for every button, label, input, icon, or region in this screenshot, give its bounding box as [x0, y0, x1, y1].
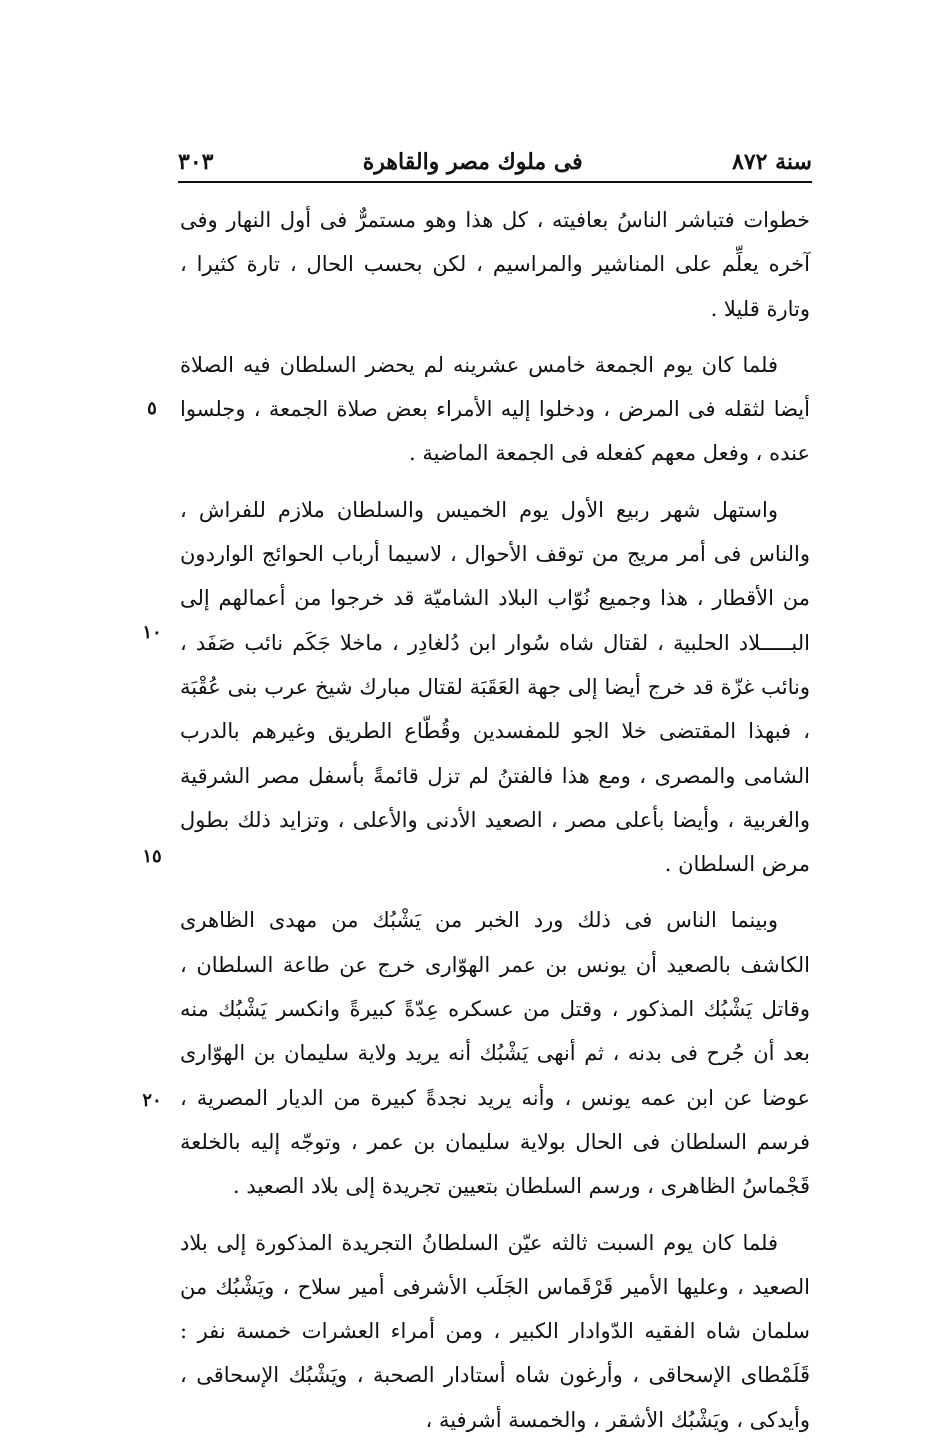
line-number-20: ٢٠	[142, 1090, 162, 1111]
header-title: فى ملوك مصر والقاهرة	[362, 149, 583, 175]
paragraph-5: فلما كان يوم السبت ثالثه عيّن السلطانُ التجريدة المذكورة إلى بلاد الصعيد ، وعليها الأمير قَرْقَماس الجَلَب الأشرفى أمير سلاح ، ويَشْبُك من سلمان شاه الفقيه الدّوادار الكبير ، ومن أمراء العشرات خمسة نفر : قَلَمْطاى الإسحاقى ، وأرغون شاه أستادار الصحبة ، ويَشْبُك الإسحاقى ، وأيدكى ، ويَشْبُك الأشقر ، والخمسة أشرفية ،	[180, 1230, 810, 1432]
paragraph-2: فلما كان يوم الجمعة خامس عشرينه لم يحضر السلطان فيه الصلاة أيضا لثقله فى المرض ، ودخلوا إليه الأمراء بعض صلاة الجمعة ، وجلسوا عنده ، وفعل معهم كفعله فى الجمعة الماضية .	[180, 352, 810, 466]
paragraph-1: خطوات فتباشر الناسُ بعافيته ، كل هذا وهو مستمرٌّ فى أول النهار وفى آخره يعلِّم على المناشير والمراسيم ، لكن بحسب الحال ، تارة كثيرا ، وتارة قليلا .	[180, 208, 810, 321]
header-year: سنة ٨٧٢	[732, 149, 812, 175]
header-page-number: ٣٠٣	[178, 149, 214, 175]
body-text	[180, 198, 810, 1442]
paragraph-4: وبينما الناس فى ذلك ورد الخبر من يَشْبُك من مهدى الظاهرى الكاشف بالصعيد أن يونس بن عمر الهوّارى خرج عن طاعة السلطان ، وقاتل يَشْبُك المذكور ، وقتل من عسكره عِدّةً كبيرةً وانكسر يَشْبُك منه بعد أن جُرح فى بدنه ، ثم أنهى يَشْبُك أنه يريد ولاية سليمان بن الهوّارى عوضا عن ابن عمه يونس ، وأنه يريد نجدةً كبيرة من الديار المصرية ، فرسم السلطان فى الحال بولاية سليمان بن عمر ، وتوجّه إليه بالخلعة قَجْماسُ الظاهرى ، ورسم السلطان بتعيين تجريدة إلى بلاد الصعيد .	[180, 908, 810, 1199]
line-number-5: ٥	[147, 398, 157, 419]
paragraph-3: واستهل شهر ربيع الأول يوم الخميس والسلطان ملازم للفراش ، والناس فى أمر مريج من توقف الأحوال ، لاسيما أرباب الحوائج الواردون من الأقطار ، هذا وجميع نُوّاب البلاد الشاميّة قد خرجوا من أعمالهم إلى البـــــلاد الحلبية ، لقتال شاه سُوار ابن دُلغادِر ، ماخلا جَكَم نائب صَفَد ، ونائب غزّة قد خرج أيضا إلى جهة العَقَبَة لقتال مبارك شيخ عرب بنى عُقْبَة ، فبهذا المقتضى خلا الجو للمفسدين وقُطّاع الطريق وغيرهم بالدرب الشامى والمصرى ، ومع هذا فالفتنُ لم تزل قائمةً بأسفل مصر الشرقية والغربية ، وأيضا بأعلى مصر ، الصعيد الأدنى والأعلى ، وتزايد ذلك بطول مرض السلطان .	[180, 497, 810, 877]
running-header	[178, 146, 812, 178]
header-rule	[178, 181, 812, 183]
line-number-10: ١٠	[142, 622, 162, 643]
line-number-15: ١٥	[142, 846, 162, 867]
